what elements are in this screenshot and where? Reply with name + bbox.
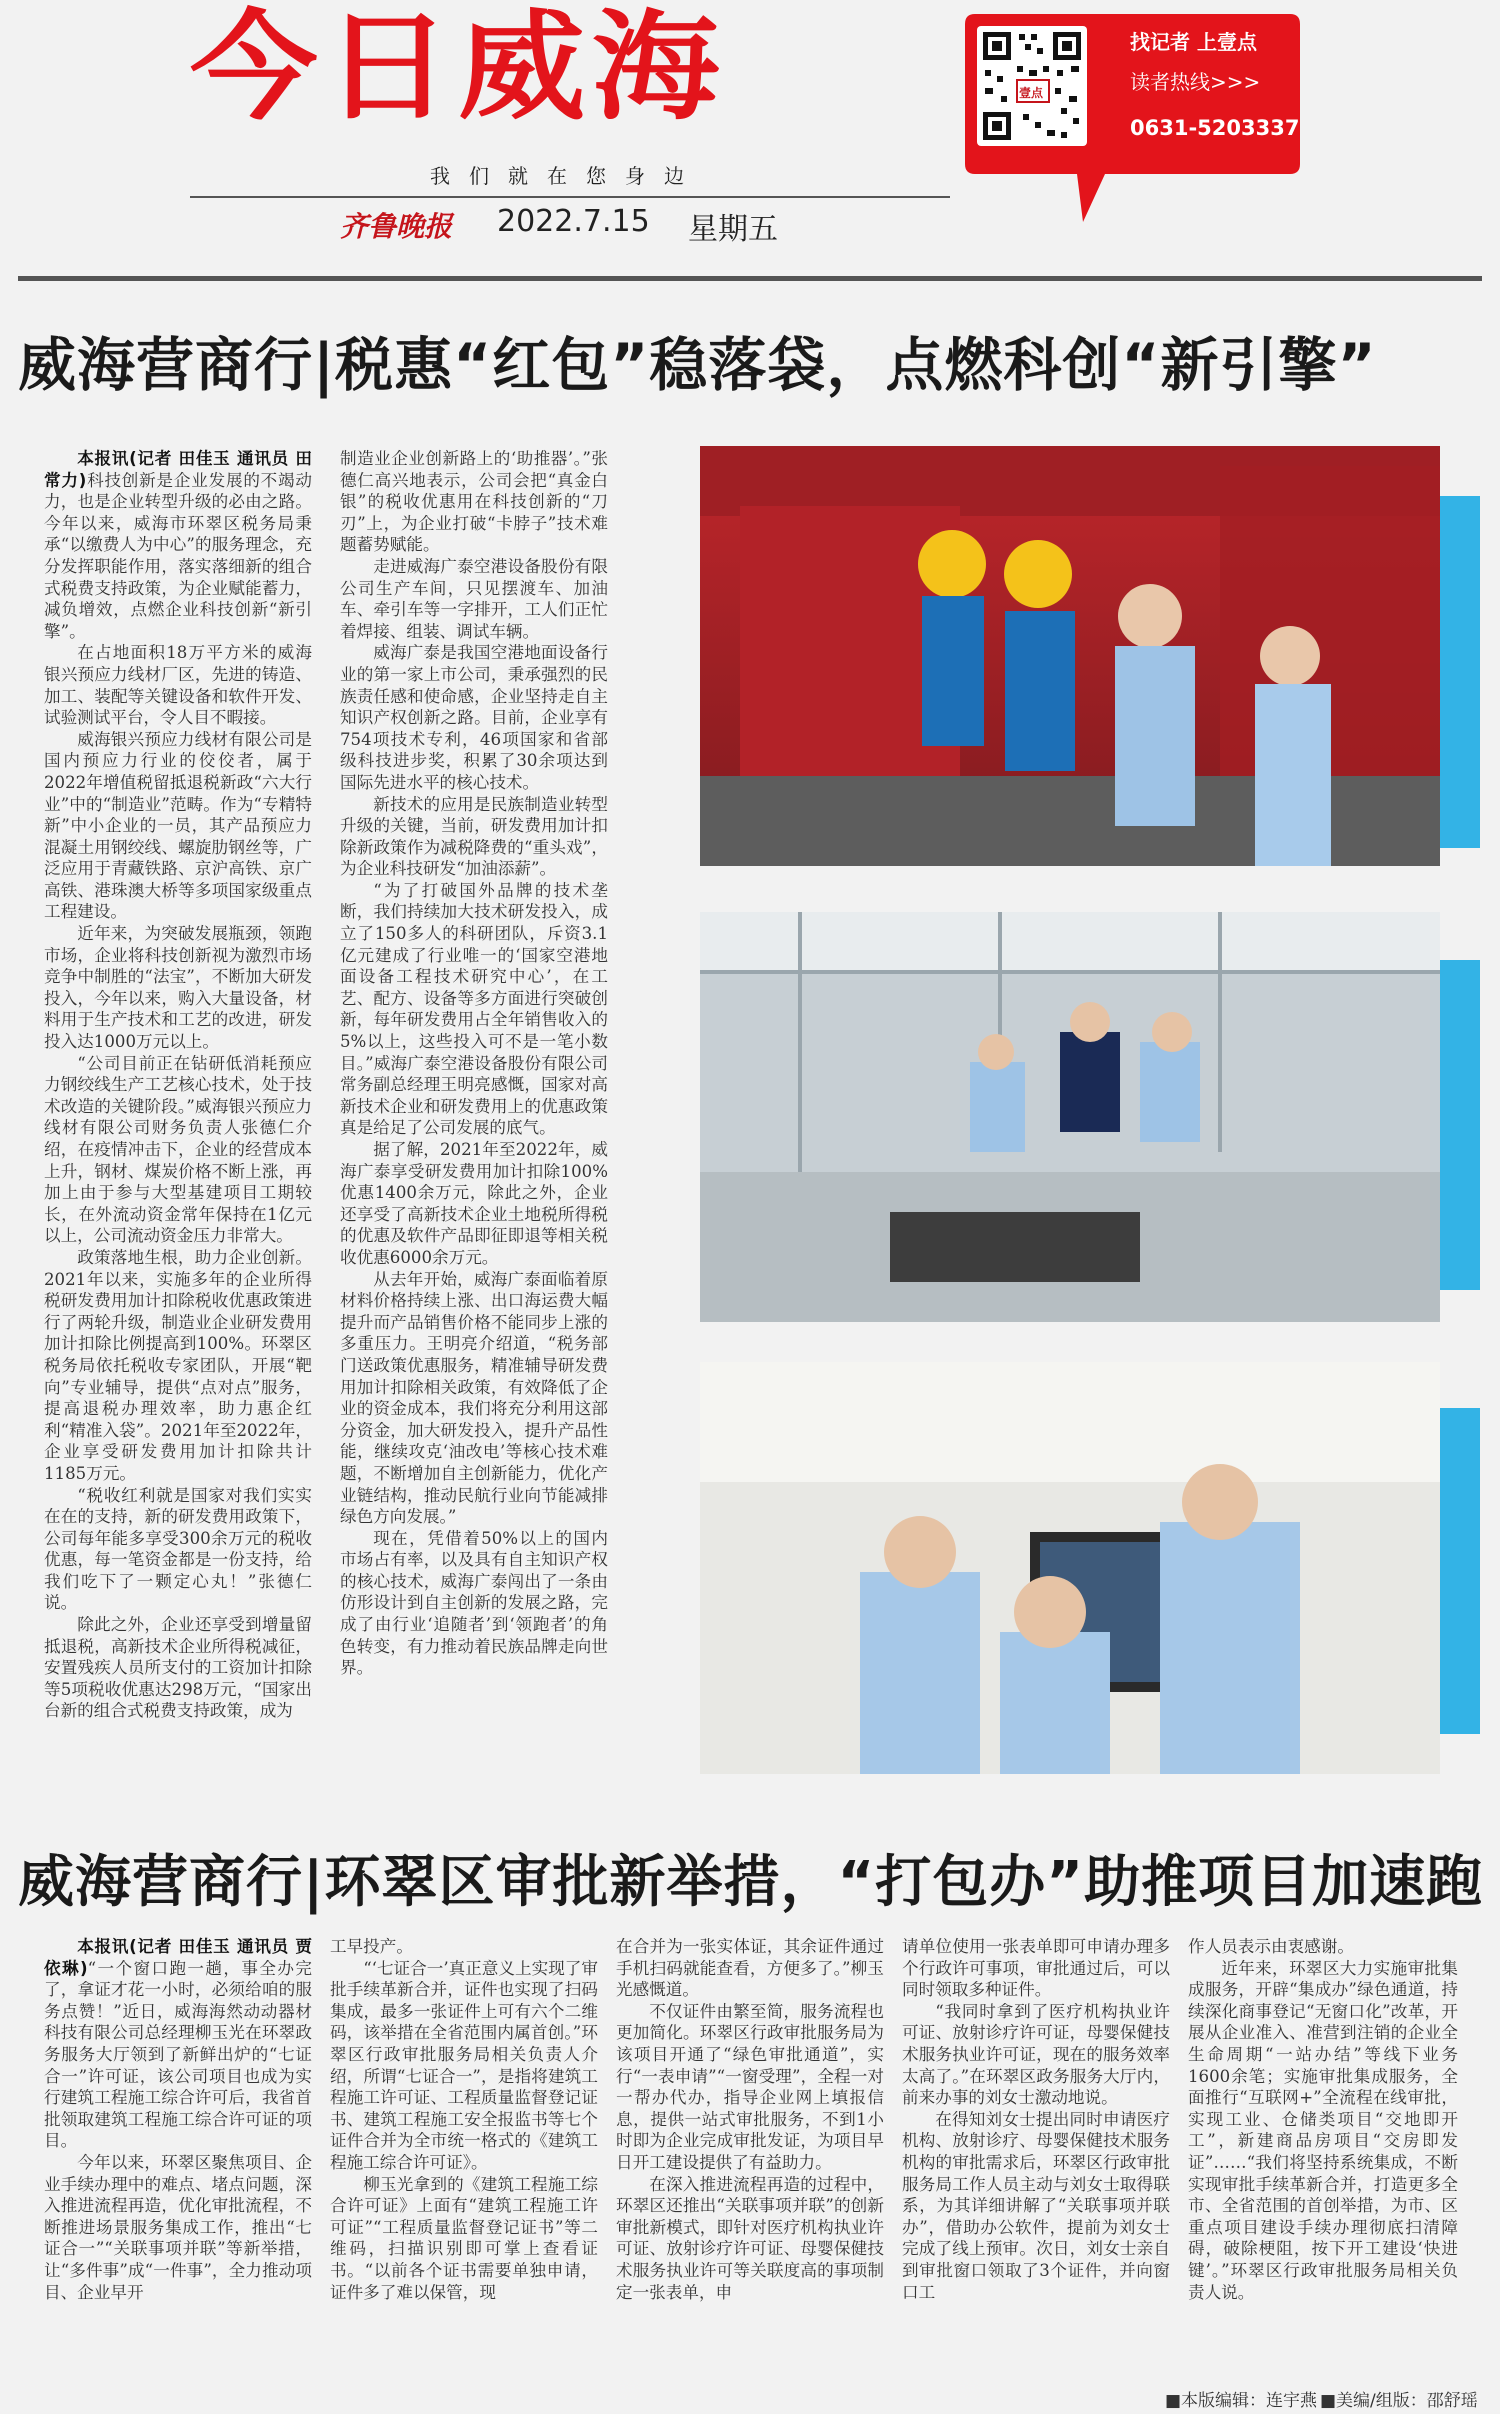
article1-paragraph: 从去年开始，威海广泰面临着原材料价格持续上涨、出口海运费大幅提升而产品销售价格不能同步上涨的多重压力。王明亮介绍道，“税务部门送政策优惠服务，精准辅导研发费用加计扣除相关政策，有效降低了企业的资金成本，我们将充分利用这部分资金，加大研发投入，提升产品性能，继续攻克‘油改电’等核心技术难题，不断增加自主创新能力，优化产业链结构，推动民航行业向节能减排绿色方向发展。” [340, 1269, 608, 1527]
footer-editor: ■本版编辑：连宇燕 [1165, 2391, 1318, 2411]
article1-paragraph: 新技术的应用是民族制造业转型升级的关键，当前，研发费用加计扣除新政策作为减税降费的“重头戏”，为企业科技研发“加油添薪”。 [340, 794, 608, 879]
article1-paragraph: 近年来，为突破发展瓶颈，领跑市场，企业将科技创新视为激烈市场竞争中制胜的“法宝”，不断加大研发投入，今年以来，购入大量设备，材料用于生产技术和工艺的改进，研发投入达1000万元以上。 [44, 924, 312, 1052]
article2-paragraph: 不仅证件由繁至简，服务流程也更加简化。环翠区行政审批服务局为该项目开通了“绿色审批通道”，实行“一表申请”“一窗受理”，全程一对一帮办代办，指导企业网上填报信息，提供一站式审批服务，不到1小时即为企业完成审批发证，为项目早日开工建设提供了有益助力。 [616, 2001, 884, 2172]
article1-paragraph: “为了打破国外品牌的技术垄断，我们持续加大技术研发投入，成立了150多人的科研团队，斥资3.1亿元建成了行业唯一的‘国家空港地面设备工程技术研究中心’，在工艺、配方、设备等多方面进行突破创新，每年研发费用占全年销售收入的5%以上，这些投入可不是一笔小数目。”威海广泰空港设备股份有限公司常务副总经理王明亮感慨，国家对高新技术企业和研发费用上的优惠政策真是给足了公司发展的底气。 [340, 880, 608, 1138]
article2-byline: 本报讯(记者 田佳玉 通讯员 贾依琳) [44, 1937, 312, 1978]
article2-paragraph: 在合并为一张实体证，其余证件通过手机扫码就能查看，方便多了。”柳玉光感慨道。 [616, 1937, 884, 2000]
article2-column-2 [330, 1936, 598, 2376]
article2-paragraph: 在得知刘女士提出同时申请医疗机构、放射诊疗、母婴保健技术服务机构的审批需求后，环翠区行政审批服务局工作人员主动与刘女士取得联系，为其详细讲解了“关联事项并联办”，借助办公软件，提前为刘女士完成了线上预审。次日，刘女士亲自到审批窗口领取了3个证件，并向窗口工 [902, 2109, 1170, 2302]
article1-paragraph: 据了解，2021年至2022年，威海广泰享受研发费用加计扣除100%优惠1400余万元，除此之外，企业还享受了高新技术企业土地税所得税的优惠及软件产品即征即退等相关税收优惠6000余万元。 [340, 1140, 608, 1267]
newspaper-title: 今日威海 [190, 0, 726, 136]
article1-column-1 [44, 448, 312, 1778]
article2-headline: 威海营商行|环翠区审批新举措，“打包办”助推项目加速跑 [18, 1850, 1484, 1915]
issue-date: 2022.7.15 [497, 204, 650, 239]
article2-paragraph: 今年以来，环翠区聚焦项目、企业手续办理中的难点、堵点问题，深入推进流程再造，优化审批流程，不断推进场景服务集成工作，推出“七证合一”“关联事项并联”等新举措，让“多件事”成“一件事”，全力推动项目、企业早开 [44, 2152, 312, 2302]
masthead-rule [190, 196, 950, 198]
masthead [0, 0, 1500, 262]
issue-weekday: 星期五 [688, 212, 778, 247]
article2-paragraph: 在深入推进流程再造的过程中，环翠区还推出“关联事项并联”的创新审批新模式，即针对医疗机构执业许可证、放射诊疗许可证、母婴保健技术服务执业许可等关联度高的事项制定一张表单，申 [616, 2174, 884, 2302]
photo-workshop-inspection [700, 446, 1440, 866]
article2-paragraph: 近年来，环翠区大力实施审批集成服务，开辟“集成办”绿色通道，持续深化商事登记“无窗口化”改革，开展从企业准入、准营到注销的企业全生命周期“一站办结”等线下业务1600余笔；实施审批集成服务，全面推行“互联网+”全流程在线审批，实现工业、仓储类项目“交地即开工”，新建商品房项目“交房即发证”……“我们将坚持系统集成，不断实现审批手续革新合并，打造更多全市、全省范围的首创举措，为市、区重点项目建设手续办理彻底扫清障碍，破除梗阻，按下开工建设‘快进键’。”环翠区行政审批服务局相关负责人说。 [1188, 1958, 1458, 2302]
photo-workshop-image [700, 446, 1440, 866]
qr-code[interactable] [977, 26, 1087, 146]
hotline-number[interactable]: 0631-5203337 [1130, 116, 1300, 140]
article2-paragraph: 作人员表示由衷感谢。 [1188, 1937, 1354, 1956]
section-separator [18, 276, 1482, 281]
article1-headline: 威海营商行|税惠“红包”稳落袋，点燃科创“新引擎” [18, 331, 1377, 399]
hotline-label: 读者热线>>> [1130, 70, 1261, 94]
slogan: 我们就在您身边 [430, 164, 703, 188]
footer-designer: ■美编/组版：邵舒瑶 [1320, 2391, 1478, 2411]
article2-paragraph: “我同时拿到了医疗机构执业许可证、放射诊疗许可证，母婴保健技术服务执业许可证，现在的服务效率太高了。”在环翠区政务服务大厅内，前来办事的刘女士激动地说。 [902, 2001, 1170, 2108]
photo-factory-image [700, 912, 1440, 1322]
article1-paragraph: “税收红利就是国家对我们实实在在的支持，新的研发费用政策下，公司每年能多享受300余万元的税收优惠，每一笔资金都是一份支持，给我们吃下了一颗定心丸！”张德仁说。 [44, 1485, 312, 1613]
article1-paragraph: 政策落地生根，助力企业创新。2021年以来，实施多年的企业所得税研发费用加计扣除税收优惠政策进行了两轮升级，制造业企业研发费用加计扣除比例提高到100%。环翠区税务局依托税收专家团队，开展“靶向”专业辅导，提供“点对点”服务，提高退税办理效率，助力惠企红利“精准入袋”。2021年至2022年，企业享受研发费用加计扣除共计1185万元。 [44, 1247, 312, 1483]
article2-column-3 [616, 1936, 884, 2376]
photo-factory-steel [700, 912, 1440, 1322]
article2-paragraph: “‘七证合一’真正意义上实现了审批手续革新合并，证件也实现了扫码集成，最多一张证件上可有六个二维码，该举措在全省范围内属首创。”环翠区行政审批服务局相关负责人介绍，所谓“七证合一”，是指将建筑工程施工许可证、工程质量监督登记证书、建筑工程施工安全报监书等七个证件合并为全市统一格式的《建筑工程施工综合许可证》。 [330, 1958, 598, 2172]
article1-paragraph: “公司目前正在钻研低消耗预应力钢绞线生产工艺核心技术，处于技术改造的关键阶段。”威海银兴预应力线材有限公司财务负责人张德仁介绍，在疫情冲击下，企业的经营成本上升，钢材、煤炭价格不断上涨，再加上由于参与大型基建项目工期较长，在外流动资金常年保持在1亿元以上，公司流动资金压力非常大。 [44, 1053, 312, 1246]
article1-paragraph: 走进威海广泰空港设备股份有限公司生产车间，只见摆渡车、加油车、牵引车等一字排开，工人们正忙着焊接、组装、调试车辆。 [340, 556, 608, 641]
hotline-slogan: 找记者 上壹点 [1130, 30, 1257, 54]
paper-name-logo: 齐鲁晚报 [340, 210, 453, 243]
article2-paragraph: “一个窗口跑一趟，事全办完了，拿证才花一小时，必须给咱的服务点赞！”近日，威海海然动动器材科技有限公司总经理柳玉光在环翠政务服务大厅领到了新鲜出炉的“七证合一”许可证，该公司项目也成为实行建筑工程施工综合许可后，我省首批领取建筑工程施工综合许可证的项目。 [44, 1958, 312, 2151]
article1-paragraph: 制造业企业创新路上的‘助推器’。”张德仁高兴地表示，公司会把“真金白银”的税收优惠用在科技创新的“刀刃”上，为企业打破“卡脖子”技术难题蓄势赋能。 [340, 449, 608, 555]
article1-paragraph: 科技创新是企业发展的不竭动力，也是企业转型升级的必由之路。今年以来，威海市环翠区税务局秉承“以缴费人为中心”的服务理念，充分发挥职能作用，落实落细新的组合式税费支持政策，为企业赋能蓄力，减负增效，点燃企业科技创新“新引擎”。 [44, 470, 312, 641]
article1-paragraph: 除此之外，企业还享受到增量留抵退税，高新技术企业所得税减征，安置残疾人员所支付的工资加计扣除等5项税收优惠达298万元，“国家出台新的组合式税费支持政策，成为 [44, 1615, 312, 1721]
article1-column-2 [340, 448, 608, 1778]
article1-paragraph: 现在，凭借着50%以上的国内市场占有率，以及具有自主知识产权的核心技术，威海广泰闯出了一条由仿形设计到自主创新的发展之路，完成了由行业‘追随者’到‘领跑者’的角色转变，有力推动着民族品牌走向世界。 [340, 1528, 608, 1678]
article2-paragraph: 柳玉光拿到的《建筑工程施工综合许可证》上面有“建筑工程施工许可证”“工程质量监督登记证书”等二维码，扫描识别即可掌上查看证书。“以前各个证书需要单独申请，证件多了难以保管，现 [330, 2174, 598, 2302]
article2-column-4 [902, 1936, 1170, 2376]
article2-column-1 [44, 1936, 312, 2376]
article1-byline: 本报讯(记者 田佳玉 通讯员 田常力) [44, 449, 312, 490]
article2-column-5 [1188, 1936, 1458, 2376]
photo-office-image [700, 1362, 1440, 1774]
photo-office-computer [700, 1362, 1440, 1774]
article1-paragraph: 威海银兴预应力线材有限公司是国内预应力行业的佼佼者，属于2022年增值税留抵退税新政“六大行业”中的“制造业”范畴。作为“专精特新”中小企业的一员，其产品预应力混凝土用钢绞线、螺旋肋钢丝等，广泛应用于青藏铁路、京沪高铁、京广高铁、港珠澳大桥等多项国家级重点工程建设。 [44, 729, 312, 922]
article2-paragraph: 工早投产。 [330, 1937, 413, 1956]
article1-paragraph: 在占地面积18万平方米的威海银兴预应力线材厂区，先进的铸造、加工、装配等关键设备和软件开发、试验测试平台，令人目不暇接。 [44, 643, 312, 728]
qr-center-label: 壹点 [1019, 86, 1044, 100]
reader-hotline-box [965, 14, 1300, 224]
article1-paragraph: 威海广泰是我国空港地面设备行业的第一家上市公司，秉承强烈的民族责任感和使命感，企业坚持走自主知识产权创新之路。目前，企业享有754项技术专利，46项国家和省部级科技进步奖，积累了30余项达到国际先进水平的核心技术。 [340, 643, 608, 792]
article2-paragraph: 请单位使用一张表单即可申请办理多个行政许可事项，审批通过后，可以同时领取多种证件。 [902, 1937, 1170, 2000]
